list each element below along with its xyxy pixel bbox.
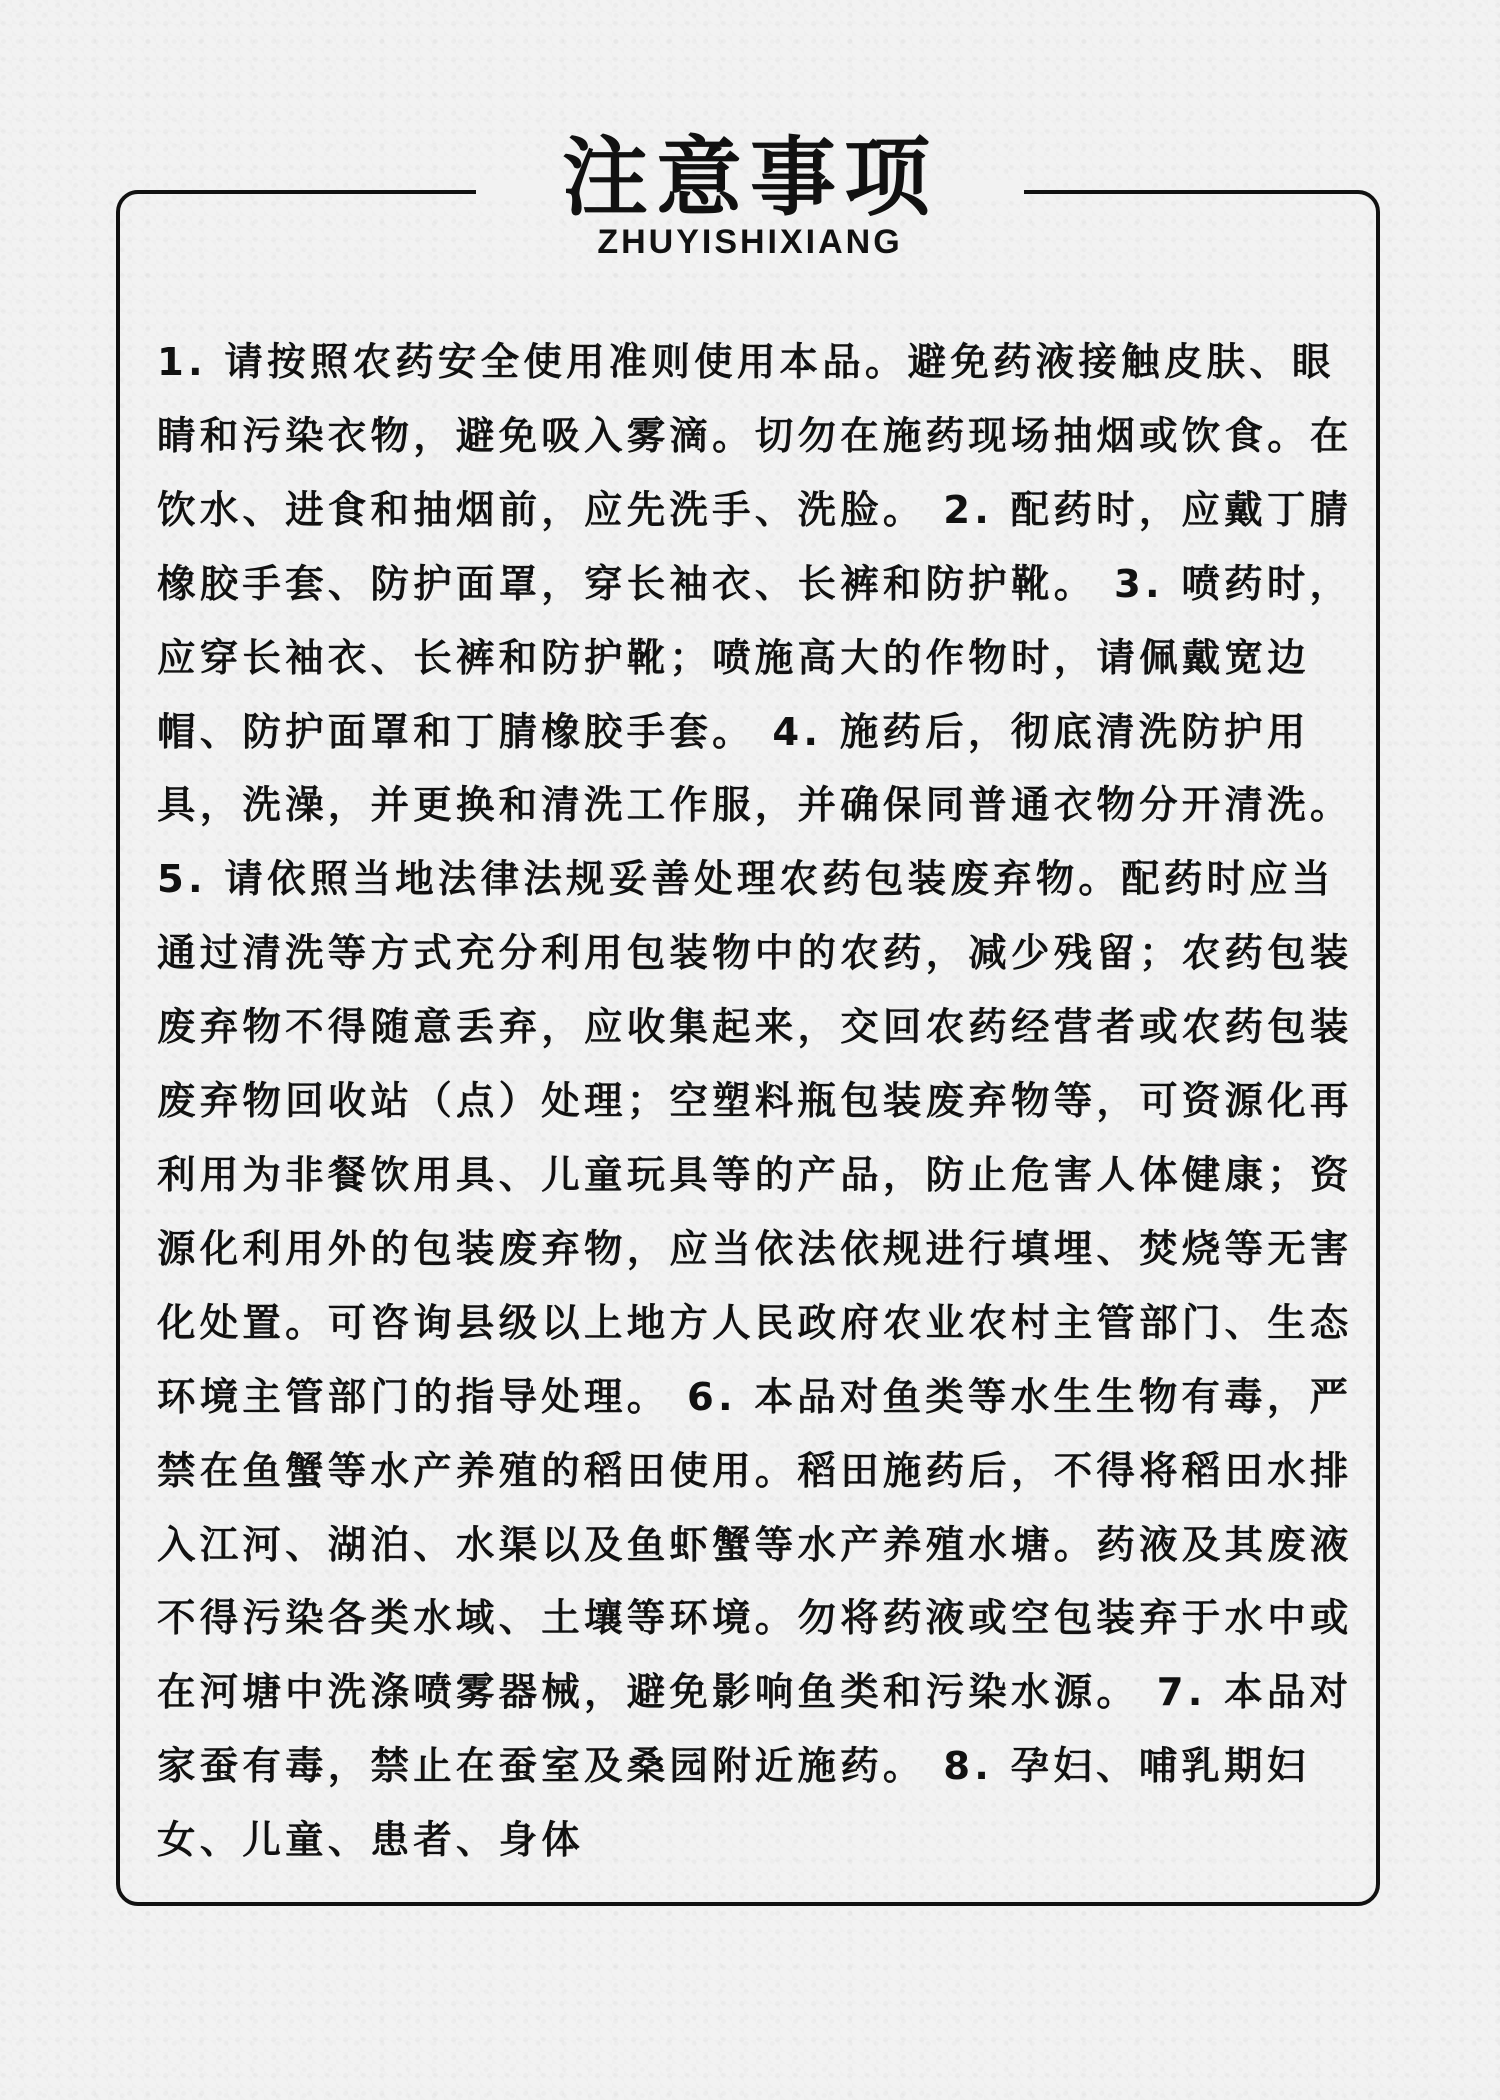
precautions-body: 1. 请按照农药安全使用准则使用本品。避免药液接触皮肤、眼睛和污染衣物，避免吸入雾滴。切勿在施药现场抽烟或饮食。在饮水、进食和抽烟前，应先洗手、洗脸。 2. 配药时，应戴丁腈橡胶手套、防护面罩，穿长袖衣、长裤和防护靴。 3. 喷药时，应穿长袖衣、长裤和防护靴；喷施高大的作物时，请佩戴宽边帽、防护面罩和丁腈橡胶手套。 4. 施药后，彻底清洗防护用具，洗澡，并更换和清洗工作服，并确保同普通衣物分开清洗。 5. 请依照当地法律法规妥善处理农药包装废弃物。配药时应当通过清洗等方式充分利用包装物中的农药，减少残留；农药包装废弃物不得随意丢弃，应收集起来，交回农药经营者或农药包装废弃物回收站（点）处理；空塑料瓶包装废弃物等，可资源化再利用为非餐饮用具、儿童玩具等的产品，防止危害人体健康；资源化利用外的包装废弃物，应当依法依规进行填埋、焚烧等无害化处置。可咨询县级以上地方人民政府农业农村主管部门、生态环境主管部门的指导处理。 6. 本品对鱼类等水生生物有毒，严禁在鱼蟹等水产养殖的稻田使用。稻田施药后，不得将稻田水排入江河、湖泊、水渠以及鱼虾蟹等水产养殖水塘。药液及其废液不得污染各类水域、土壤等环境。勿将药液或空包装弃于水中或在河塘中洗涤喷雾器械，避免影响鱼类和污染水源。 7. 本品对家蚕有毒，禁止在蚕室及桑园附近施药。 8. 孕妇、哺乳期妇女、儿童、患者、身体 <box>157 340 1353 1864</box>
page-title: 注意事项 <box>562 128 938 228</box>
page-subtitle-pinyin: ZHUYISHIXIANG <box>597 223 903 261</box>
